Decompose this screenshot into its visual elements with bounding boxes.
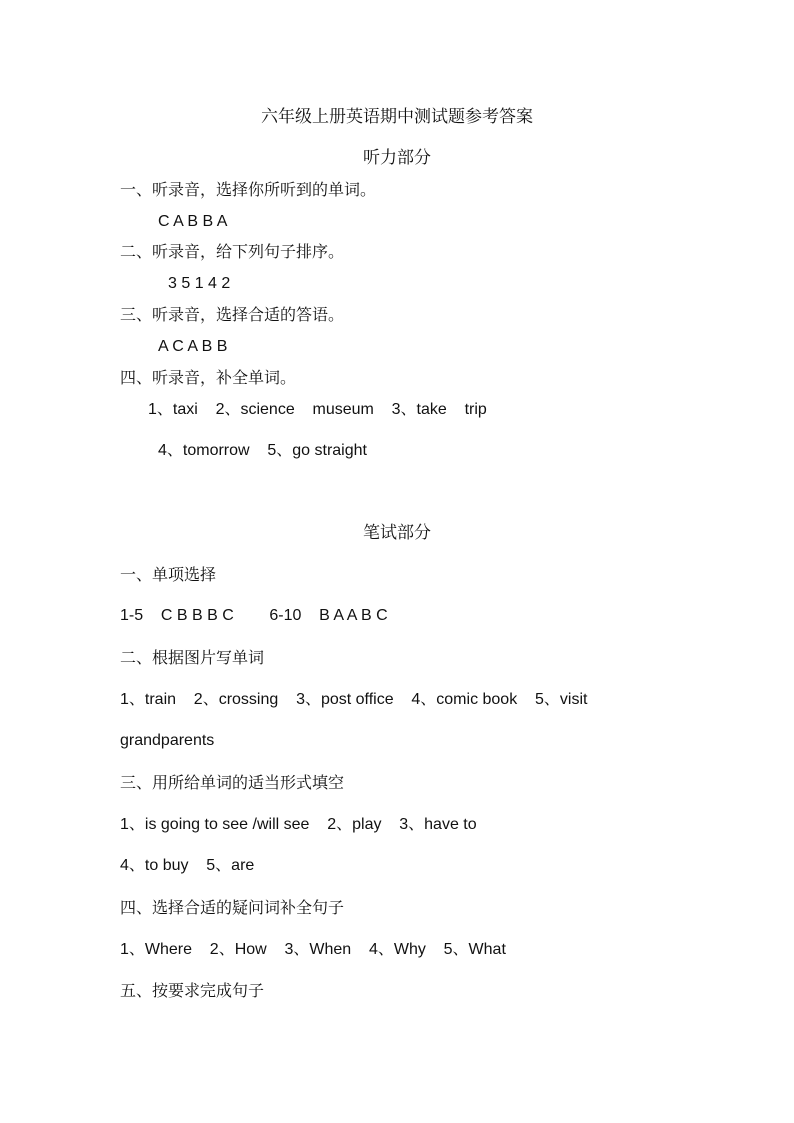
written-q3-answer-line2: 4、to buy 5、are xyxy=(120,857,255,874)
listening-q2-answer: 3 5 1 4 2 xyxy=(168,275,231,292)
written-q2-answer-line2: grandparents xyxy=(120,732,215,749)
listening-q1-answer: C A B B A xyxy=(158,213,228,230)
listening-q2-instruction: 二、听录音，给下列句子排序。 xyxy=(120,242,345,261)
listening-q4-instruction: 四、听录音，补全单词。 xyxy=(120,368,297,387)
written-q2-answer-line1: 1、train 2、crossing 3、post office 4、comic book 5、visit xyxy=(120,691,588,708)
written-q5-instruction: 五、按要求完成句子 xyxy=(120,981,265,1000)
written-q3-instruction: 三、用所给单词的适当形式填空 xyxy=(120,773,345,792)
written-section-heading: 笔试部分 xyxy=(363,523,431,543)
listening-section-heading: 听力部分 xyxy=(363,148,431,168)
written-q4-instruction: 四、选择合适的疑问词补全句子 xyxy=(120,898,345,917)
written-q4-answer: 1、Where 2、How 3、When 4、Why 5、What xyxy=(120,941,506,958)
written-q1-instruction: 一、单项选择 xyxy=(120,565,217,584)
listening-q3-answer: A C A B B xyxy=(158,338,228,355)
listening-q4-answer-line2: 4、tomorrow 5、go straight xyxy=(158,442,367,459)
page-title: 六年级上册英语期中测试题参考答案 xyxy=(261,107,533,127)
listening-q3-instruction: 三、听录音，选择合适的答语。 xyxy=(120,305,345,324)
listening-q4-answer-line1: 1、taxi 2、science museum 3、take trip xyxy=(148,401,487,418)
listening-q1-instruction: 一、听录音，选择你所听到的单词。 xyxy=(120,180,377,199)
written-q3-answer-line1: 1、is going to see /will see 2、play 3、have to xyxy=(120,816,477,833)
written-q1-answer: 1-5 C B B B C 6-10 B A A B C xyxy=(120,607,388,624)
written-q2-instruction: 二、根据图片写单词 xyxy=(120,648,265,667)
